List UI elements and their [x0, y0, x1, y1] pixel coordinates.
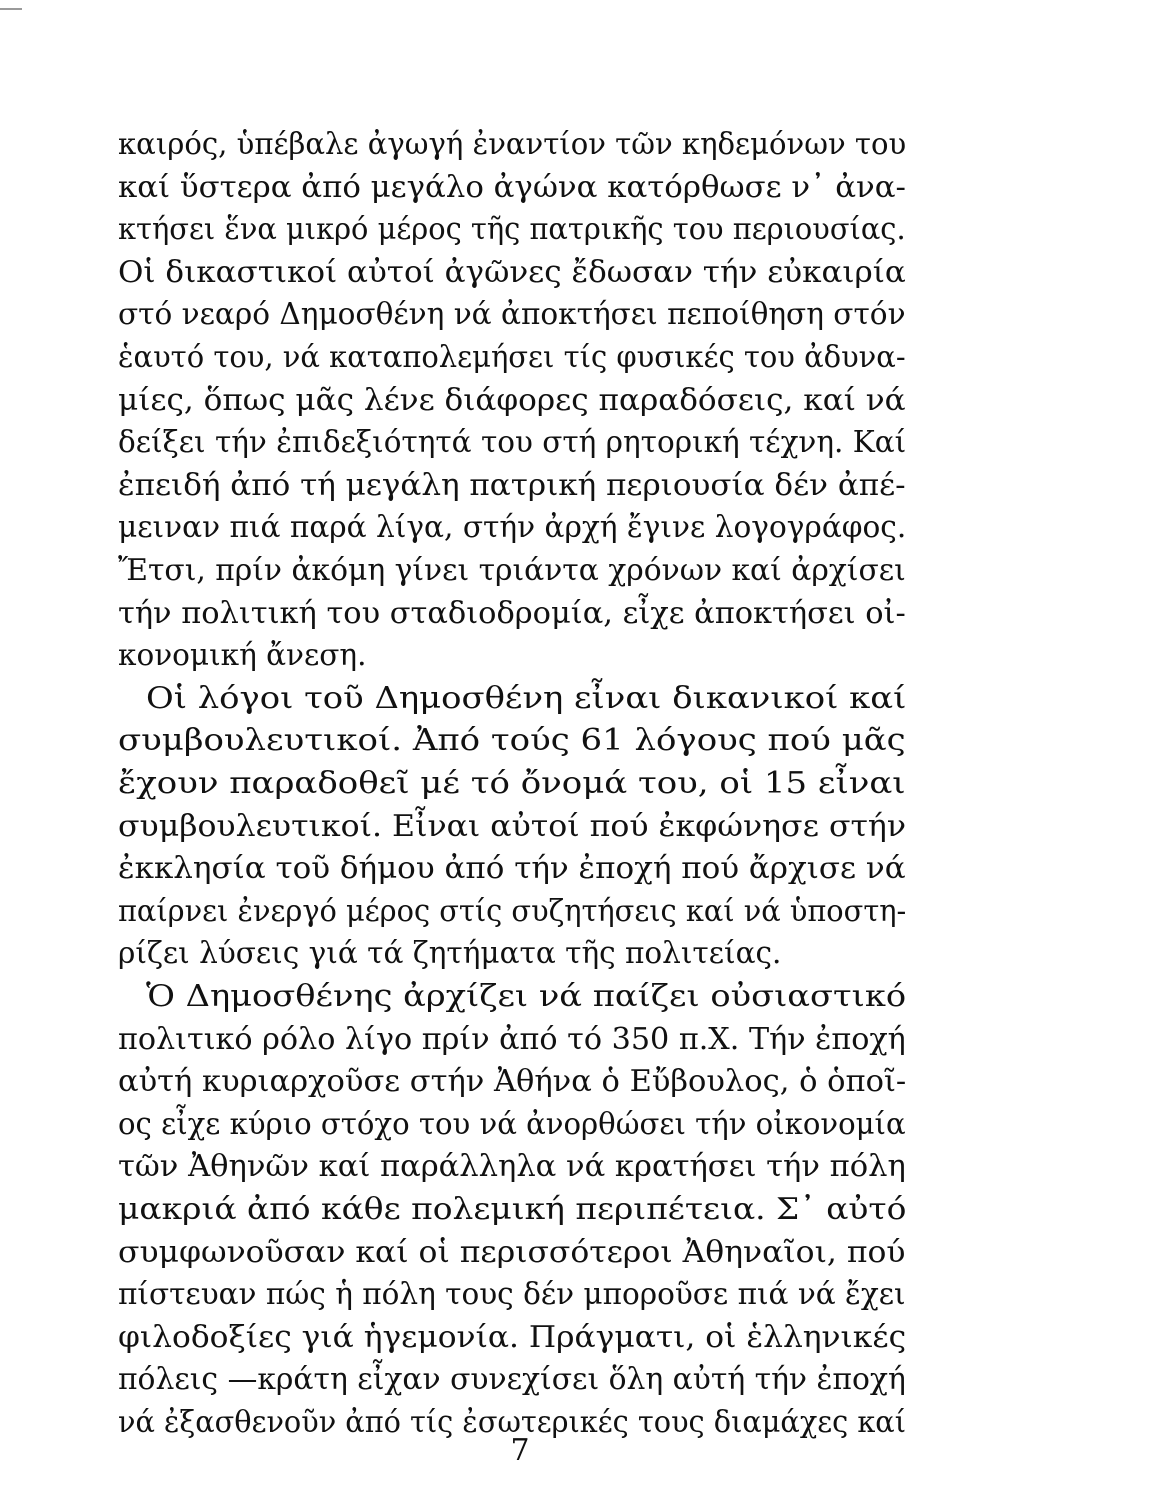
text-line: ρίζει λύσεις γιά τά ζητήματα τῆς πολιτείας.	[118, 936, 782, 971]
text-line: πίστευαν πώς ἡ πόλη τους δέν μποροῦσε πιά νά ἔχει	[118, 1277, 906, 1312]
text-line: ἔχουν παραδοθεῖ μέ τό ὄνομά του, οἱ 15 εἶναι	[118, 766, 906, 800]
text-line: καιρός, ὑπέβαλε ἀγωγή ἐναντίον τῶν κηδεμόνων του	[118, 127, 907, 161]
text-line: δείξει τήν ἐπιδεξιότητά του στή ρητορική τέχνη. Καί	[118, 425, 907, 460]
text-line: πολιτικό ρόλο λίγο πρίν ἀπό τό 350 π.Χ. Τήν ἐποχή	[118, 1021, 906, 1056]
text-line: μειναν πιά παρά λίγα, στήν ἀρχή ἔγινε λογογράφος.	[118, 510, 907, 545]
text-line: συμβουλευτικοί. Εἶναι αὐτοί πού ἐκφώνησε στήν	[118, 808, 906, 843]
text-line: μίες, ὅπως μᾶς λένε διάφορες παραδόσεις, καί νά	[118, 382, 906, 417]
text-line: τήν πολιτική του σταδιοδρομία, εἶχε ἀποκτήσει οἰ-	[118, 595, 906, 630]
text-line: ἑαυτό του, νά καταπολεμήσει τίς φυσικές του ἀδυνα-	[118, 340, 906, 374]
text-line: ος εἶχε κύριο στόχο του νά ἀνορθώσει τήν οἰκονομία	[118, 1106, 906, 1141]
text-line: νά ἐξασθενοῦν ἀπό τίς ἐσωτερικές τους διαμάχες καί	[118, 1405, 906, 1439]
text-line: συμβουλευτικοί. Ἀπό τούς 61 λόγους πού μᾶς	[118, 723, 906, 758]
text-line: κτήσει ἕνα μικρό μέρος τῆς πατρικῆς του περιουσίας.	[118, 212, 906, 247]
text-line: τῶν Ἀθηνῶν καί παράλληλα νά κρατήσει τήν πόλη	[118, 1149, 906, 1184]
text-line: Ἔτσι, πρίν ἀκόμη γίνει τριάντα χρόνων καί ἀρχίσει	[118, 553, 906, 587]
text-line: ἐπειδή ἀπό τή μεγάλη πατρική περιουσία δέν ἀπέ-	[118, 467, 906, 502]
text-line: πόλεις —κράτη εἶχαν συνεχίσει ὅλη αὐτή τήν ἐποχή	[118, 1362, 906, 1397]
text-line: κονομική ἄνεση.	[118, 638, 367, 673]
text-line: φιλοδοξίες γιά ἡγεμονία. Πράγματι, οἱ ἑλληνικές	[118, 1319, 907, 1354]
page-number: 7	[510, 1433, 530, 1468]
text-line: συμφωνοῦσαν καί οἱ περισσότεροι Ἀθηναῖοι, πού	[118, 1234, 906, 1269]
text-line: Οἱ δικαστικοί αὐτοί ἀγῶνες ἔδωσαν τήν εὐκαιρία	[118, 254, 906, 289]
text-line: ἐκκλησία τοῦ δήμου ἀπό τήν ἐποχή πού ἄρχισε νά	[118, 851, 906, 886]
scan-edge-mark	[0, 8, 22, 10]
paragraph-start-line: Οἱ λόγοι τοῦ Δημοσθένη εἶναι δικανικοί καί	[146, 680, 907, 715]
text-line: στό νεαρό Δημοσθένη νά ἀποκτήσει πεποίθηση στόν	[118, 297, 906, 332]
paragraph-start-line: Ὁ Δημοσθένης ἀρχίζει νά παίζει οὐσιαστικό	[146, 979, 907, 1013]
text-line: παίρνει ἐνεργό μέρος στίς συζητήσεις καί νά ὑποστη-	[118, 893, 907, 928]
text-line: μακριά ἀπό κάθε πολεμική περιπέτεια. Σ᾿ αὐτό	[118, 1192, 907, 1226]
text-line: αὐτή κυριαρχοῦσε στήν Ἀθήνα ὁ Εὔβουλος, ὁ ὁποῖ-	[118, 1064, 907, 1099]
text-line: καί ὕστερα ἀπό μεγάλο ἀγώνα κατόρθωσε ν᾿ ἀνα-	[118, 169, 906, 204]
